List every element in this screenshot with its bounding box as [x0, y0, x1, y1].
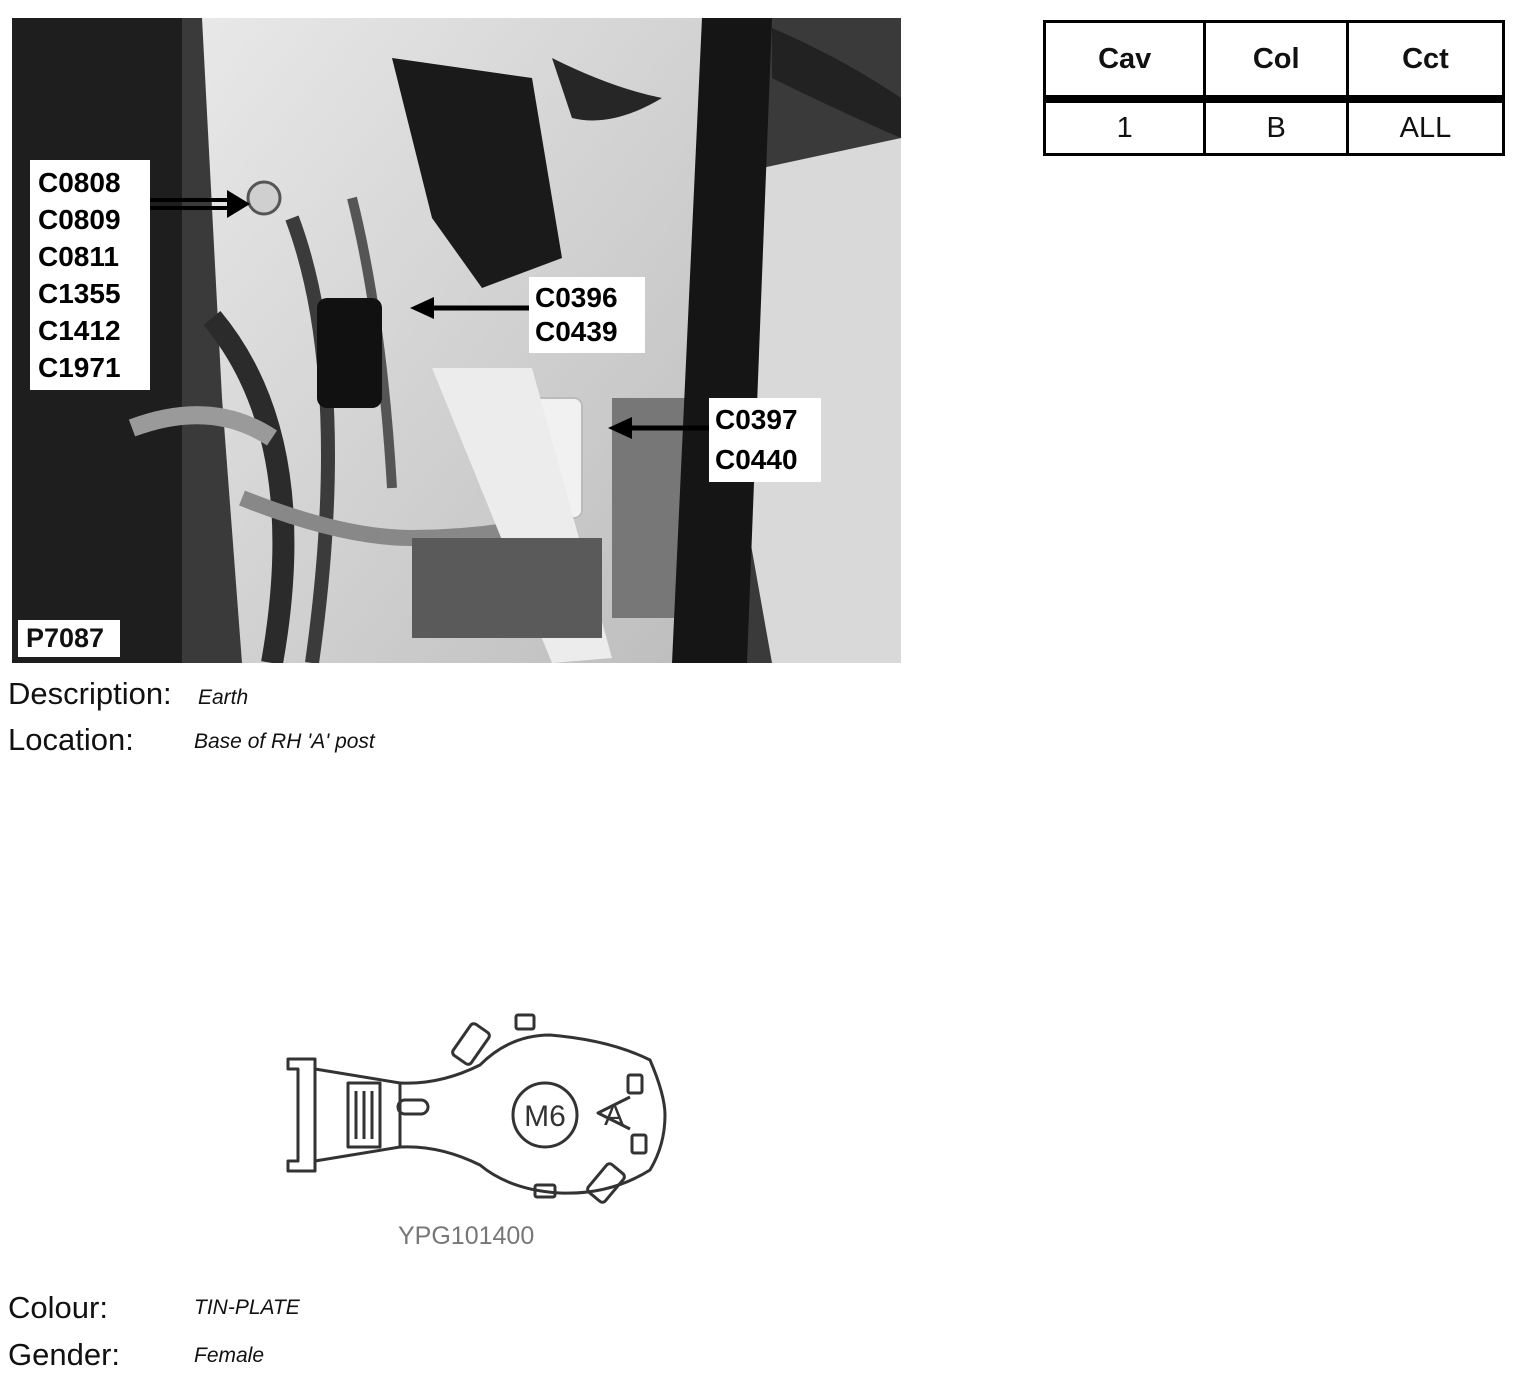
side-label: A — [603, 1099, 625, 1132]
connector-id: C0809 — [38, 204, 121, 235]
location-photo — [12, 18, 901, 663]
connector-id: C0440 — [715, 444, 798, 475]
pin-table — [1043, 20, 1505, 156]
colour-value: TIN-PLATE — [194, 1296, 300, 1319]
connector-id: C0397 — [715, 404, 798, 435]
eyelet-terminal-drawing — [280, 1005, 680, 1215]
table-header-row — [1045, 22, 1504, 100]
connector-id: C0439 — [535, 316, 618, 347]
gender-value: Female — [194, 1344, 265, 1367]
photo-id-label: P7087 — [18, 620, 120, 657]
colour-label: Colour: — [8, 1290, 108, 1325]
connector-id: C0396 — [535, 282, 618, 313]
connector-id: C0811 — [38, 241, 119, 272]
connector-id: C0808 — [38, 167, 121, 198]
connector-id: C1355 — [38, 278, 121, 309]
column-header-cct: Cct — [1347, 22, 1503, 100]
part-number: YPG101400 — [398, 1222, 535, 1250]
description-value: Earth — [198, 686, 249, 709]
cell-cavity: 1 — [1045, 99, 1205, 155]
column-header-cav: Cav — [1045, 22, 1205, 100]
connector-id: C1412 — [38, 315, 121, 346]
cell-circuit: ALL — [1347, 99, 1503, 155]
location-label: Location: — [8, 722, 134, 757]
column-header-col: Col — [1205, 22, 1348, 100]
stud-size-label: M6 — [524, 1100, 566, 1133]
connector-id: C1971 — [38, 352, 121, 383]
callout-black-connectors — [529, 277, 645, 353]
description-label: Description: — [8, 676, 172, 711]
table-row — [1045, 99, 1504, 155]
cell-colour: B — [1205, 99, 1348, 155]
location-value: Base of RH 'A' post — [194, 730, 375, 753]
callout-white-connectors — [709, 398, 821, 482]
gender-label: Gender: — [8, 1337, 121, 1372]
callout-earth-connectors — [30, 160, 150, 390]
